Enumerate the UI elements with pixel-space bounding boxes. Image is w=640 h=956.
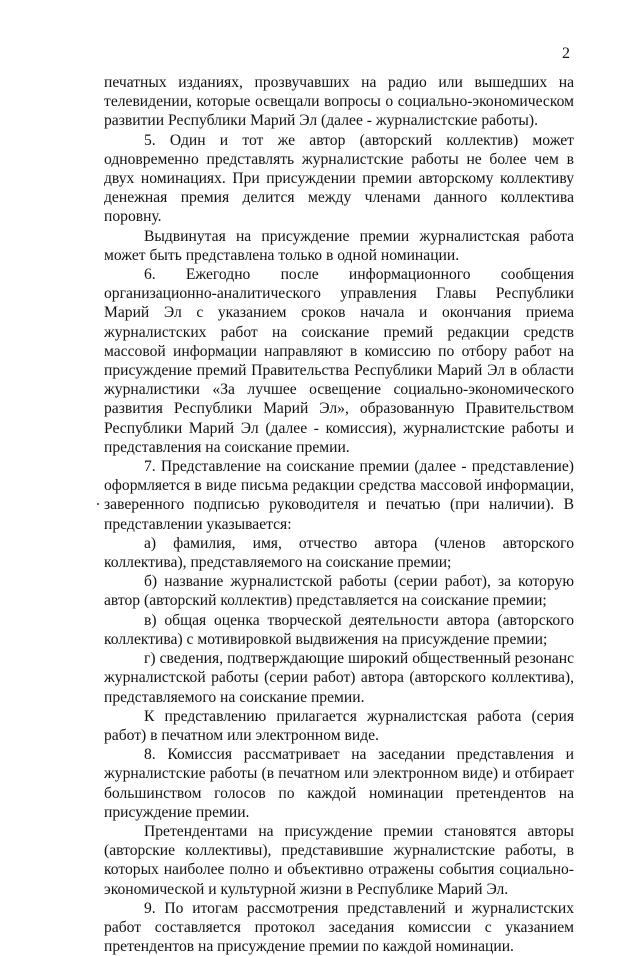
paragraph-clause-9: 9. По итогам рассмотрения представлений и журналистских работ составляется протокол заседания комиссии с указанием претендентов на присуждение премии по каждой номинации. [104, 899, 574, 956]
paragraph-single-nomination: Выдвинутая на присуждение премии журналистская работа может быть представлена только в одной номинации. [104, 227, 574, 264]
page-number: 2 [562, 45, 570, 62]
list-item-g: г) сведения, подтверждающие широкий общественный резонанс журналистской работы (серии работ) автора (авторского коллектива), представляемого на соискание премии. [104, 650, 574, 706]
document-body [104, 73, 574, 956]
list-item-b: б) название журналистской работы (серии работ), за которую автор (авторский коллектив) представляется на соискание премии; [104, 573, 574, 610]
paragraph-clause-6: 6. Ежегодно после информационного сообщения организационно-аналитического управления Главы Республики Марий Эл с указанием сроков начала и окончания приема журналистских работ на соискание премий редакции средств массовой информации направляют в комиссию по отбору работ на присуждение премий Правительства Республики Марий Эл в области журналистики «За лучшее освещение социально-экономического развития Республики Марий Эл», образованную Правительством Республики Марий Эл (далее - комиссия), журналистские работы и представления на соискание премии. [104, 266, 574, 456]
paragraph-clause-8: 8. Комиссия рассматривает на заседании представления и журналистские работы (в печатном или электронном виде) и отбирает большинством голосов по каждой номинации претендентов на присуждение премии. [104, 746, 574, 821]
list-item-v: в) общая оценка творческой деятельности автора (авторского коллектива) с мотивировкой выдвижения на присуждение премии; [104, 611, 574, 648]
paragraph-attachment: К представлению прилагается журналистская работа (серия работ) в печатном или электронном виде. [104, 707, 574, 744]
scan-speck [97, 503, 99, 505]
paragraph-clause-7: 7. Представление на соискание премии (далее - представление) оформляется в виде письма редакции средства массовой информации, заверенного подписью руководителя и печатью (при наличии). В представлении указывается: [104, 458, 574, 533]
list-item-a: а) фамилия, имя, отчество автора (членов авторского коллектива), представляемого на соискание премии; [104, 534, 574, 572]
paragraph-intro-continuation: печатных изданиях, прозвучавших на радио или вышедших на телевидении, которые освещали вопросы о социально-экономическом развитии Республики Марий Эл (далее - журналистские работы). [104, 74, 574, 130]
paragraph-clause-5: 5. Один и тот же автор (авторский коллектив) может одновременно представлять журналистские работы не более чем в двух номинациях. При присуждении премии авторскому коллективу денежная премия делится между членами данного коллектива поровну. [104, 131, 574, 226]
paragraph-candidates: Претендентами на присуждение премии становятся авторы (авторские коллективы), представившие журналистские работы, в которых наиболее полно и объективно отражены события социально-экономической и культурной жизни в Республике Марий Эл. [104, 822, 574, 898]
